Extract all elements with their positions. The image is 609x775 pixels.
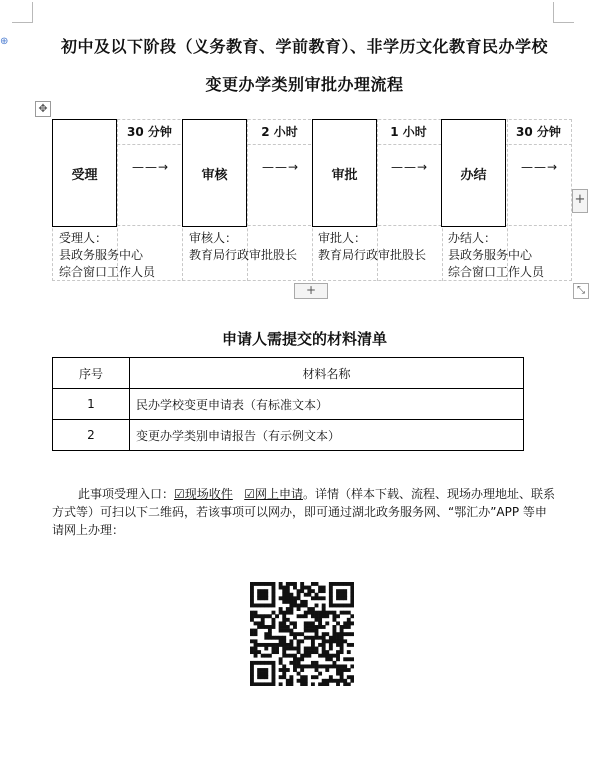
row-material-name: 民办学校变更申请表（有标准文本） [130, 389, 524, 420]
anchor-icon[interactable]: ⊕ [0, 36, 9, 47]
entry-prefix: 此事项受理入口： [78, 487, 175, 501]
qr-code-image [250, 582, 354, 686]
column-header-number: 序号 [53, 358, 130, 389]
table-resize-handle-icon[interactable]: ⤡ [573, 283, 589, 299]
row-material-name: 变更办学类别申请报告（有示例文本） [130, 420, 524, 451]
crop-mark-top-right [553, 2, 574, 23]
materials-list-title: 申请人需提交的材料清单 [221, 330, 387, 348]
arrow-icon: ——→ [391, 160, 429, 174]
table-row [53, 420, 524, 451]
crop-mark-top-left [12, 2, 33, 23]
person-complete: 办结人： 县政务服务中心 综合窗口工作人员 [448, 231, 545, 279]
flow-step-review: 审核 [182, 119, 247, 227]
column-header-material: 材料名称 [130, 358, 524, 389]
person-accept: 受理人： 县政务服务中心 综合窗口工作人员 [59, 231, 156, 279]
add-row-button[interactable]: + [294, 283, 328, 299]
person-review: 审核人： 教育局行政审批股长 [189, 231, 298, 262]
arrow-icon: ——→ [521, 160, 559, 174]
duration-approve: 1 小时 [390, 125, 427, 139]
arrow-icon: ——→ [262, 160, 300, 174]
document-title-line1: 初中及以下阶段（义务教育、学前教育）、非学历文化教育民办学校 [60, 37, 548, 56]
person-approve: 审批人： 教育局行政审批股长 [318, 231, 427, 262]
flow-step-approve: 审批 [312, 119, 377, 227]
flow-step-accept: 受理 [52, 119, 117, 227]
table-move-handle-icon[interactable]: ✥ [35, 101, 51, 117]
option-onsite-checkbox: ☑现场收件 [174, 487, 233, 501]
option-online-checkbox: ☑网上申请 [244, 487, 303, 501]
entry-suffix: 。详情（样本下载、流程、现场办理地址、联系方式等）可扫以下二维码，若该事项可以网办，即可通过湖北政务服务网、“鄂汇办”APP 等申请网上办理： [52, 487, 556, 537]
table-row [53, 389, 524, 420]
add-column-button[interactable]: + [572, 189, 588, 213]
materials-table [52, 357, 524, 451]
duration-accept: 30 分钟 [127, 125, 172, 139]
duration-complete: 30 分钟 [516, 125, 561, 139]
flow-step-complete: 办结 [441, 119, 506, 227]
row-number: 2 [53, 420, 130, 451]
document-title-line2: 变更办学类别审批办理流程 [205, 75, 404, 94]
entry-paragraph [52, 485, 558, 539]
table-header-row [53, 358, 524, 389]
arrow-icon: ——→ [132, 160, 170, 174]
duration-review: 2 小时 [261, 125, 298, 139]
row-number: 1 [53, 389, 130, 420]
